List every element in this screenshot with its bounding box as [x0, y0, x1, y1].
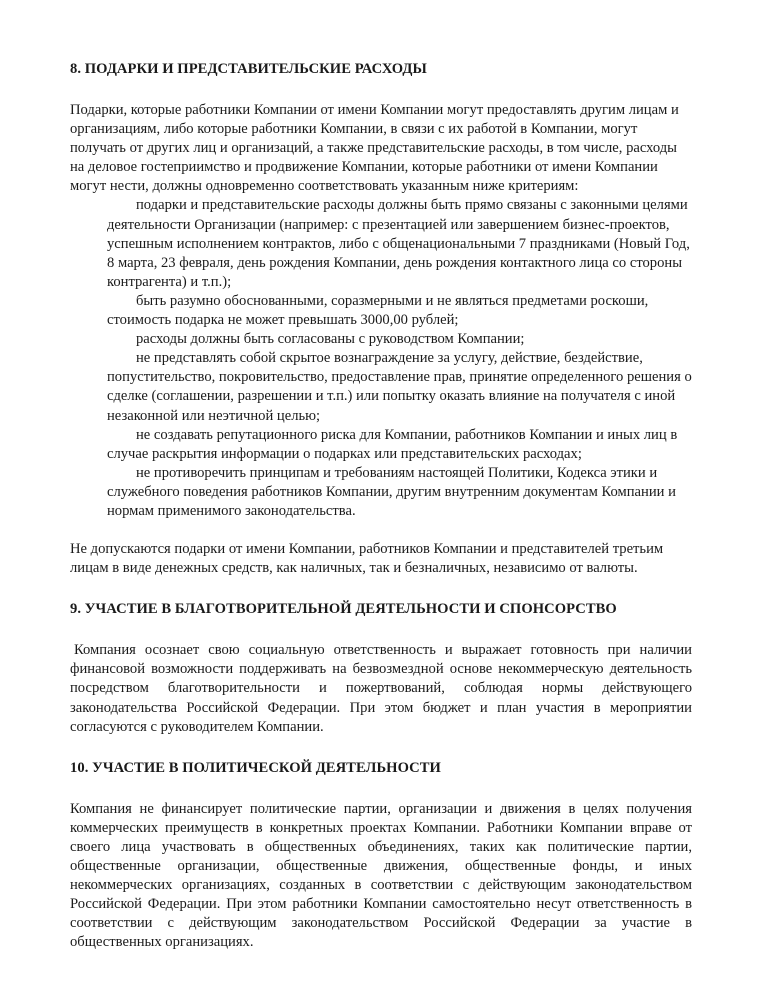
spacer: [70, 619, 692, 641]
criteria-item: не представлять собой скрытое вознаграждение за услугу, действие, бездействие, попустительство, покровительство, предоставление прав, принятие определенного решения о сделке (соглашении, разрешении и т.п.) или попытку оказать влияние на получателя с иной незаконной или неэтичной целью;: [107, 350, 692, 424]
spacer: [70, 737, 692, 759]
spacer: [70, 578, 692, 600]
section-8-intro-paragraph: Подарки, которые работники Компании от имени Компании могут предоставлять другим лицам и организациям, либо которые работники Компании, в связи с их работой в Компании, могут получать от других лиц и организаций, а также представительские расходы, в том числе, расходы на деловое гостеприимство и продвижение Компании, которые работники от имени Компании могут нести, должны одновременно соответствовать указанным ниже критериям:: [70, 102, 679, 195]
spacer: [70, 778, 692, 800]
criteria-item: не противоречить принципам и требованиям настоящей Политики, Кодекса этики и служебного поведения работников Компании, другим внутренним документам Компании и нормам применимого законодательства.: [107, 464, 676, 519]
section-heading-8: 8. ПОДАРКИ И ПРЕДСТАВИТЕЛЬСКИЕ РАСХОДЫ: [70, 61, 427, 77]
criteria-item: подарки и представительские расходы должны быть прямо связаны с законными целями деятельности Организации (например: с презентацией или завершением бизнес-проектов, успешным исполнением контрактов, либо с общенациональными 7 праздниками (Новый Год, 8 марта, 23 февраля, день рождения Компании, день рождения контактного лица со стороны контрагента) и т.п.);: [107, 197, 690, 290]
section-8-closing-paragraph: Не допускаются подарки от имени Компании, работников Компании и представителей третьим лицам в виде денежных средств, как наличных, так и безналичных, независимо от валюты.: [70, 541, 664, 577]
criteria-item: не создавать репутационного риска для Компании, работников Компании и иных лиц в случае раскрытия информации о подарках или представительских расходах;: [107, 426, 678, 462]
section-heading-10: 10. УЧАСТИЕ В ПОЛИТИЧЕСКОЙ ДЕЯТЕЛЬНОСТИ: [70, 759, 441, 776]
spacer: [70, 79, 692, 101]
spacer: [70, 521, 692, 540]
section-8-criteria-list: [70, 196, 692, 521]
section-heading-9: 9. УЧАСТИЕ В БЛАГОТВОРИТЕЛЬНОЙ ДЕЯТЕЛЬНОСТИ И СПОНСОРСТВО: [70, 601, 617, 618]
document-body: [70, 60, 692, 952]
section-10-body-paragraph: Компания не финансирует политические партии, организации и движения в целях получения коммерческих преимуществ в конкретных проектах Компании. Работники Компании вправе от своего лица участвовать в общественных объединениях, таких как политические партии, общественные организации, общественные движения, общественные фонды, и иных некоммерческих организациях, созданных в соответствии с действующим законодательством Российской Федерации. При этом работники Компании самостоятельно несут ответственность в соответствии с действующим законодательством Российской Федерации за участие в общественных организациях.: [70, 800, 692, 951]
section-9-body-paragraph: Компания осознает свою социальную ответственность и выражает готовность при наличии финансовой возможности поддерживать на безвозмездной основе некоммерческую деятельность посредством благотворительности и пожертвований, соблюдая нормы действующего законодательства Российской Федерации. При этом бюджет и план участия в мероприятии согласуются с руководителем Компании.: [70, 642, 692, 735]
criteria-item: расходы должны быть согласованы с руководством Компании;: [136, 331, 525, 348]
criteria-item: быть разумно обоснованными, соразмерными и не являться предметами роскоши, стоимость подарка не может превышать 3000,00 рублей;: [107, 292, 649, 329]
